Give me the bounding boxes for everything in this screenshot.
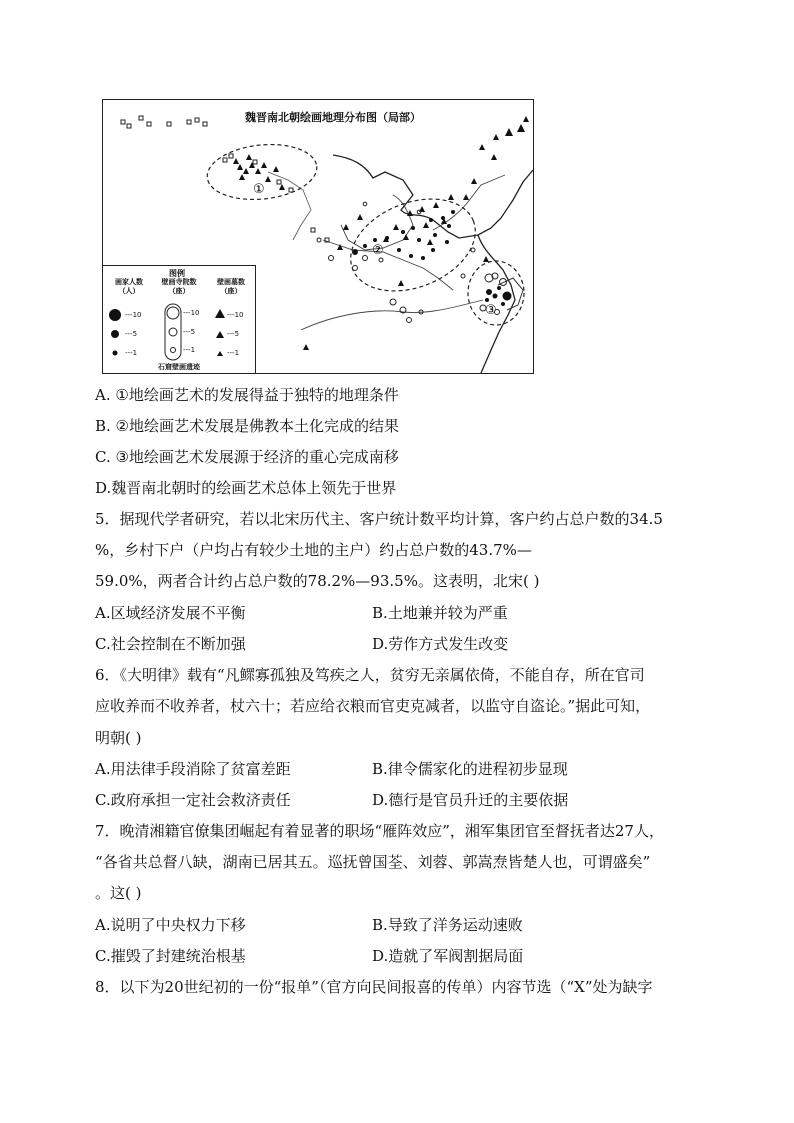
q5-option-b: B.土地兼并较为严重	[372, 604, 508, 622]
legend-tombs-1: ---1	[227, 349, 240, 357]
q4-option-a: A. ①地绘画艺术的发展得益于独特的地理条件	[95, 386, 399, 404]
q5-option-a: A.区域经济发展不平衡	[95, 604, 246, 622]
q6-option-c: C.政府承担一定社会救济责任	[95, 791, 291, 809]
q7-option-a: A.说明了中央权力下移	[95, 916, 246, 934]
legend-painters-1: ---1	[125, 349, 138, 357]
q7-option-d: D.造就了军阀割据局面	[372, 947, 524, 965]
map-legend	[103, 265, 256, 374]
q5-stem-line-3: 59.0%，两者合计约占总户数的78.2%—93.5%。这表明，北宋( )	[95, 572, 540, 590]
legend-tombs-10: ---10	[227, 311, 244, 319]
q7-option-b: B.导致了洋务运动速败	[372, 916, 523, 934]
q5-option-c: C.社会控制在不断加强	[95, 635, 246, 653]
q6-option-d: D.德行是官员升迁的主要依据	[372, 791, 569, 809]
q7-stem-line-2: “各省共总督八缺，湖南已居其五。巡抚曾国荃、刘蓉、郭嵩焘皆楚人也，可谓盛矣”	[95, 853, 651, 871]
map-title: 魏晋南北朝绘画地理分布图（局部）	[245, 111, 421, 124]
q5-stem-line-2: %，乡村下户（户均占有较少土地的主户）约占总户数的43.7%—	[95, 541, 532, 559]
q6-stem-line-1: 6．《大明律》载有“凡鳏寡孤独及笃疾之人，贫穷无亲属依倚，不能自存，所在官司	[95, 666, 645, 684]
painting-distribution-map	[102, 99, 534, 374]
q4-option-d: D.魏晋南北朝时的绘画艺术总体上领先于世界	[95, 479, 397, 497]
q5-stem-line-1: 5．据现代学者研究，若以北宋历代主、客户统计数平均计算，客户约占总户数的34.5	[95, 510, 663, 528]
q7-stem-line-3: 。这( )	[95, 884, 142, 902]
region-label-1: ①	[253, 182, 265, 197]
legend-header-temples: 壁画寺院数 （座）	[161, 278, 197, 295]
q6-option-b: B.律令儒家化的进程初步显现	[372, 760, 568, 778]
q7-option-c: C.摧毁了封建统治根基	[95, 947, 246, 965]
legend-tombs-5: ---5	[227, 330, 240, 338]
legend-temples-10: ---10	[183, 309, 200, 317]
q4-option-b: B. ②地绘画艺术发展是佛教本土化完成的结果	[95, 417, 400, 435]
legend-symbols	[103, 266, 255, 374]
legend-footer: 石窟壁画遗迹	[158, 363, 200, 371]
legend-temples-1: ---1	[183, 346, 196, 354]
legend-painters-5: ---5	[125, 330, 138, 338]
legend-header-tombs: 壁画墓数 （座）	[217, 278, 245, 295]
q6-stem-line-3: 明朝( )	[95, 729, 142, 747]
region-label-2: ②	[372, 243, 384, 258]
legend-temples-5: ---5	[183, 328, 196, 336]
legend-header-painters: 画家人数 （人）	[115, 278, 143, 295]
q4-option-c: C. ③地绘画艺术发展源于经济的重心完成南移	[95, 448, 399, 466]
legend-title: 图例	[169, 269, 185, 278]
q6-option-a: A.用法律手段消除了贫富差距	[95, 760, 291, 778]
q5-option-d: D.劳作方式发生改变	[372, 635, 509, 653]
region-label-3: ③	[485, 303, 497, 318]
legend-painters-10: ---10	[125, 311, 142, 319]
q8-stem-line-1: 8．以下为20世纪初的一份“报单”（官方向民间报喜的传单）内容节选（“X”处为缺字	[95, 978, 653, 996]
q6-stem-line-2: 应收养而不收养者，杖六十；若应给衣粮而官吏克减者，以监守自盗论。”据此可知，	[95, 697, 651, 715]
q7-stem-line-1: 7．晚清湘籍官僚集团崛起有着显著的职场“雁阵效应”，湘军集团官至督抚者达27人，	[95, 822, 664, 840]
